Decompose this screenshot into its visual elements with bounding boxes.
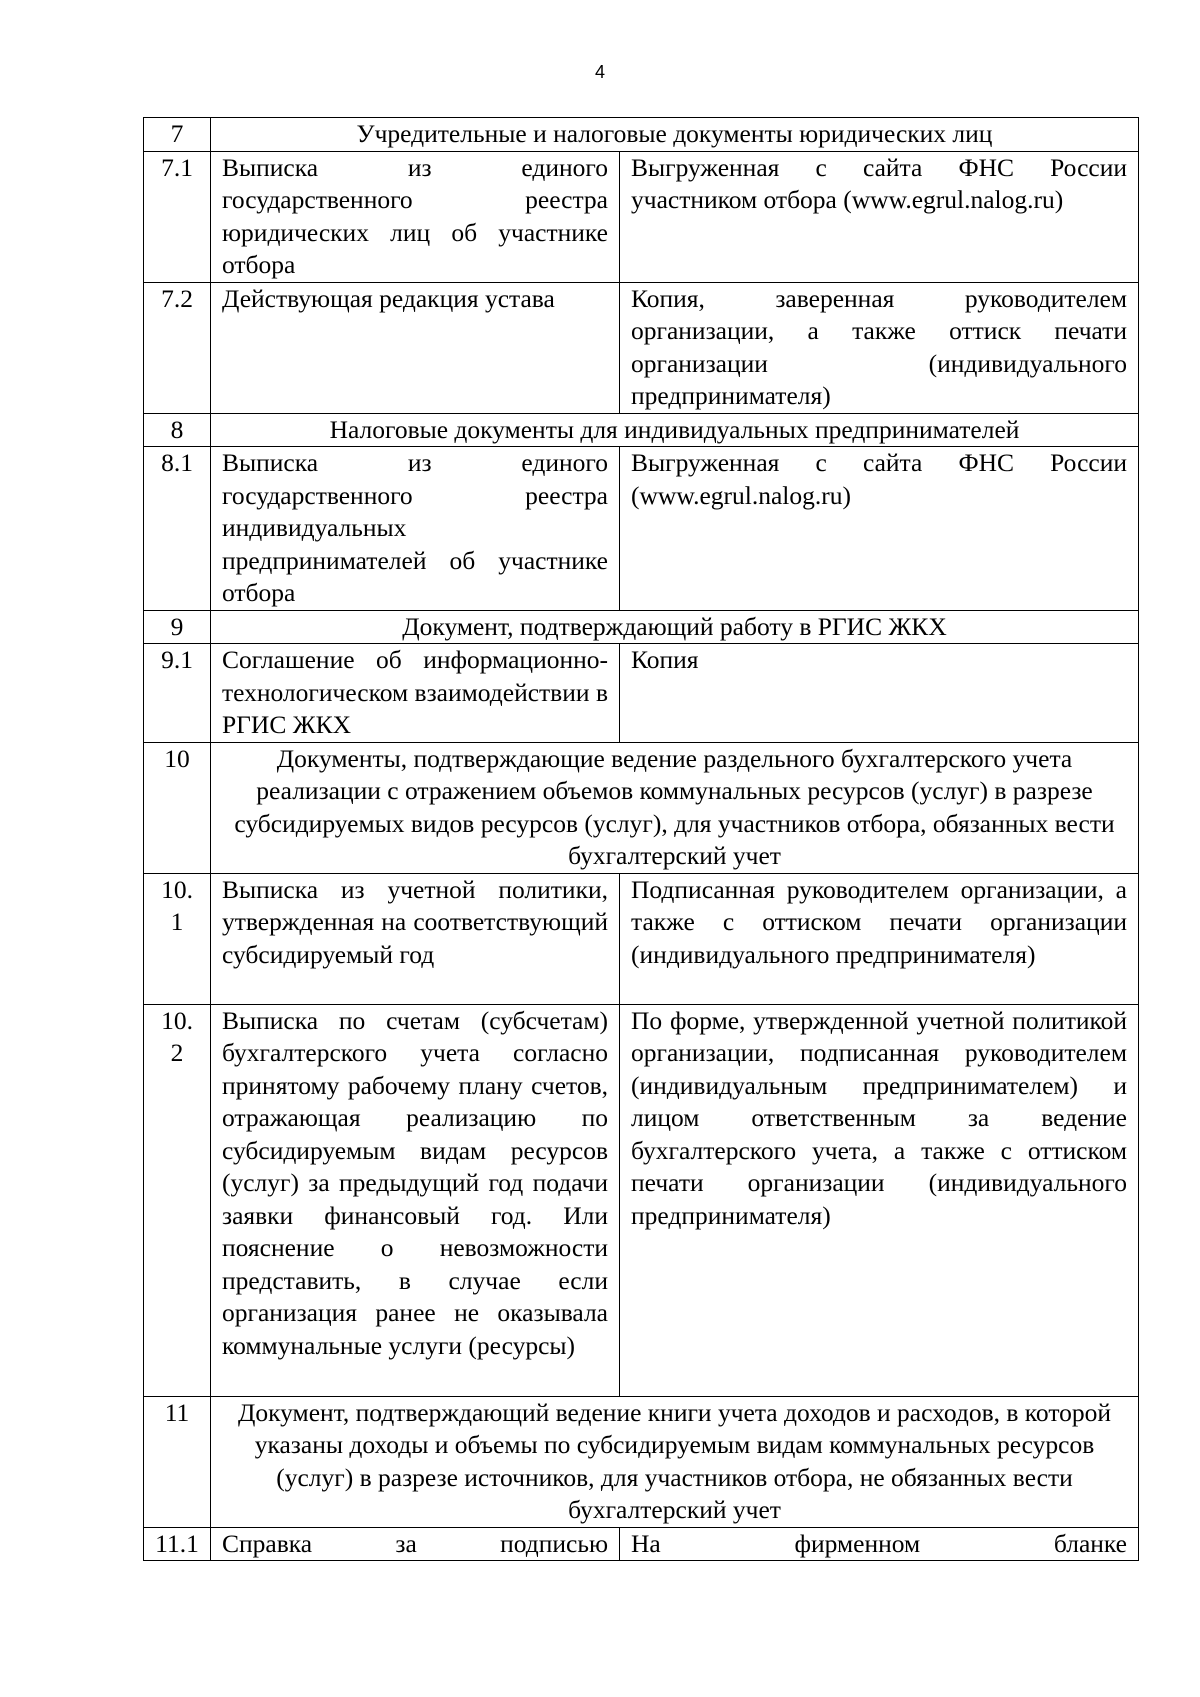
- document-form-cell: Подписанная руководителем организации, а также с оттиском печати организации (индивидуального предпринимателя): [620, 873, 1139, 1004]
- section-row: [144, 610, 1139, 644]
- document-form-cell: Выгруженная с сайта ФНС России (www.egrul.nalog.ru): [620, 447, 1139, 611]
- table-row: [144, 447, 1139, 611]
- item-number: 7.1: [144, 151, 211, 282]
- item-number: 9.1: [144, 644, 211, 743]
- document-name-cell: Выписка из единого государственного реестра юридических лиц об участнике отбора: [211, 151, 620, 282]
- item-number: 10.2: [144, 1004, 211, 1396]
- section-number: 11: [144, 1396, 211, 1527]
- section-number: 10: [144, 742, 211, 873]
- section-number: 8: [144, 413, 211, 447]
- document-name-cell: Действующая редакция устава: [211, 282, 620, 413]
- table-row: [144, 873, 1139, 1004]
- section-title: Документ, подтверждающий ведение книги учета доходов и расходов, в которой указаны доходы и объемы по субсидируемым видам коммунальных ресурсов (услуг) в разрезе источников, для участников отбора, не обязанных вести бухгалтерский учет: [211, 1396, 1139, 1527]
- document-form-cell: Выгруженная с сайта ФНС России участником отбора (www.egrul.nalog.ru): [620, 151, 1139, 282]
- section-title: Налоговые документы для индивидуальных предпринимателей: [211, 413, 1139, 447]
- table-row: [144, 151, 1139, 282]
- table-row: [144, 1004, 1139, 1396]
- document-form-cell: Копия: [620, 644, 1139, 743]
- item-number: 8.1: [144, 447, 211, 611]
- table-row: [144, 282, 1139, 413]
- section-title: Документ, подтверждающий работу в РГИС ЖКХ: [211, 610, 1139, 644]
- document-name-cell: Справка за подписью: [211, 1527, 620, 1561]
- section-row: [144, 413, 1139, 447]
- item-number: 10.1: [144, 873, 211, 1004]
- document-form-cell: По форме, утвержденной учетной политикой организации, подписанная руководителем (индивидуальным предпринимателем) и лицом ответственным за ведение бухгалтерского учета, а также с оттиском печати организации (индивидуального предпринимателя): [620, 1004, 1139, 1396]
- section-row: [144, 118, 1139, 152]
- documents-table: [143, 117, 1139, 1561]
- table-row: [144, 1527, 1139, 1561]
- section-title: Учредительные и налоговые документы юридических лиц: [211, 118, 1139, 152]
- table-row: [144, 644, 1139, 743]
- section-number: 7: [144, 118, 211, 152]
- section-row: [144, 742, 1139, 873]
- document-name-cell: Выписка по счетам (субсчетам) бухгалтерского учета согласно принятому рабочему плану счетов, отражающая реализацию по субсидируемым видам ресурсов (услуг) за предыдущий год подачи заявки финансовый год. Или пояснение о невозможности представить, в случае если организация ранее не оказывала коммунальные услуги (ресурсы): [211, 1004, 620, 1396]
- section-row: [144, 1396, 1139, 1527]
- document-form-cell: На фирменном бланке: [620, 1527, 1139, 1561]
- page-number: 4: [594, 62, 605, 82]
- item-number: 11.1: [144, 1527, 211, 1561]
- document-name-cell: Выписка из учетной политики, утвержденная на соответствующий субсидируемый год: [211, 873, 620, 1004]
- section-number: 9: [144, 610, 211, 644]
- document-name-cell: Выписка из единого государственного реестра индивидуальных предпринимателей об участнике отбора: [211, 447, 620, 611]
- document-form-cell: Копия, заверенная руководителем организации, а также оттиск печати организации (индивидуального предпринимателя): [620, 282, 1139, 413]
- document-name-cell: Соглашение об информационно-технологическом взаимодействии в РГИС ЖКХ: [211, 644, 620, 743]
- section-title: Документы, подтверждающие ведение раздельного бухгалтерского учета реализации с отражением объемов коммунальных ресурсов (услуг) в разрезе субсидируемых видов ресурсов (услуг), для участников отбора, обязанных вести бухгалтерский учет: [211, 742, 1139, 873]
- item-number: 7.2: [144, 282, 211, 413]
